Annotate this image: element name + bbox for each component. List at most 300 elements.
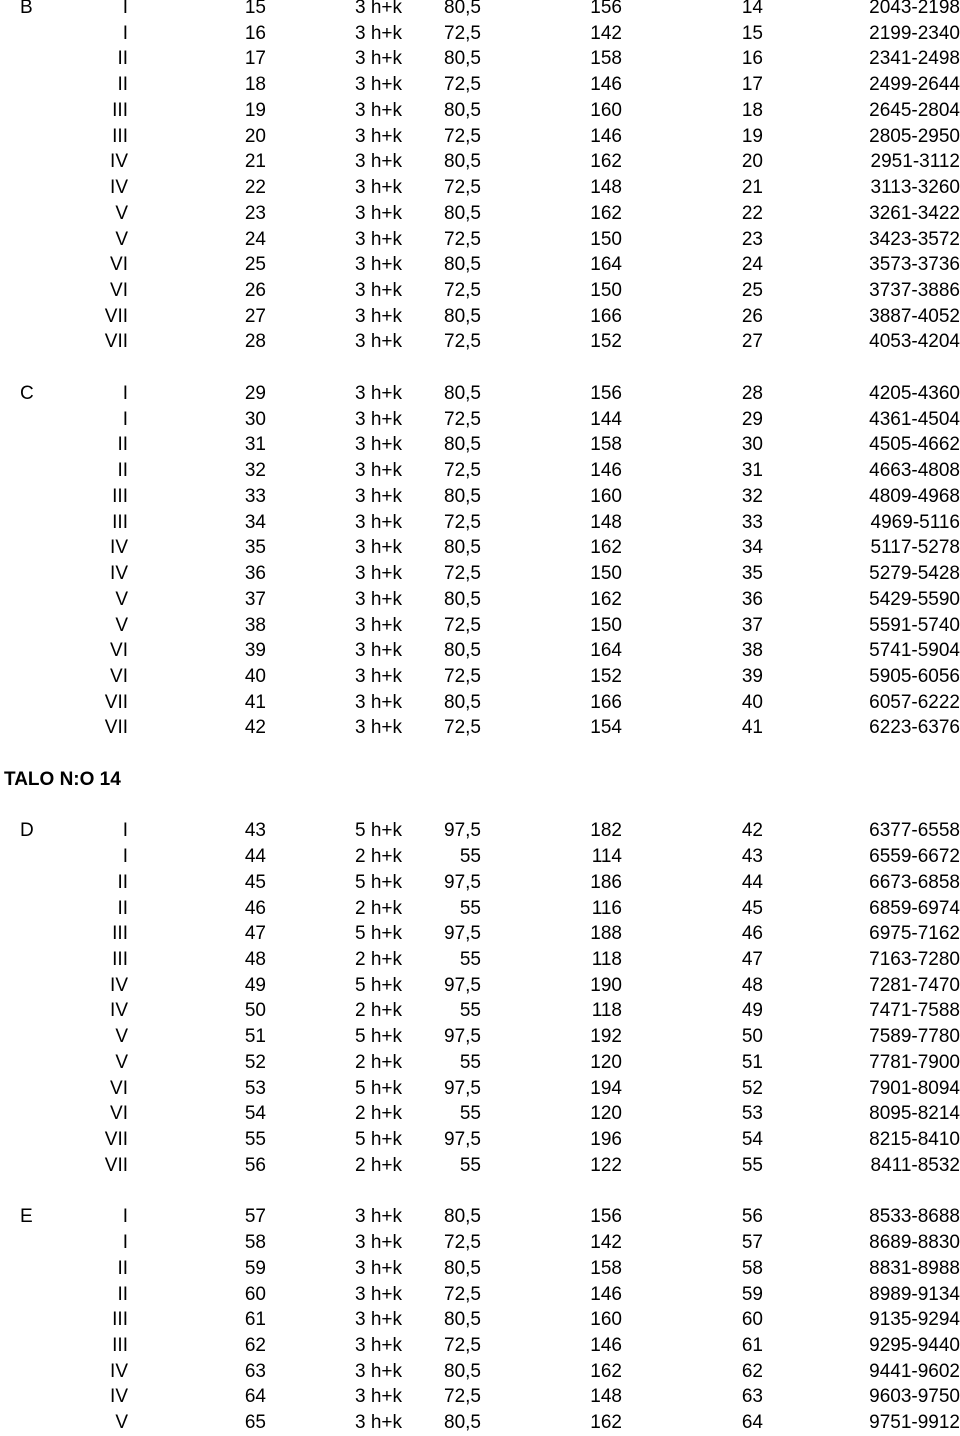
share-count-cell: 190: [590, 974, 622, 996]
area-cell: 72,5: [444, 1334, 481, 1356]
area-cell: 97,5: [444, 1077, 481, 1099]
room-type-cell: 3 h+k: [354, 717, 402, 739]
floor-cell: VI: [110, 665, 128, 687]
staircase-letter: D: [20, 820, 34, 842]
room-type-cell: 3 h+k: [354, 588, 402, 610]
floor-cell: I: [122, 1232, 128, 1254]
floor-cell: VII: [104, 717, 128, 739]
sequence-number-cell: 21: [741, 177, 763, 199]
area-cell: 72,5: [444, 460, 481, 482]
share-count-cell: 116: [591, 897, 622, 919]
floor-cell: II: [117, 460, 128, 482]
sequence-number-cell: 23: [741, 228, 763, 250]
sequence-number-cell: 49: [741, 1000, 763, 1022]
share-range-cell: 9135-9294: [869, 1309, 960, 1331]
apartment-number-cell: 62: [244, 1334, 266, 1356]
table-row: [0, 278, 960, 304]
share-count-cell: 114: [591, 846, 622, 868]
sequence-number-cell: 26: [741, 305, 763, 327]
area-cell: 80,5: [444, 485, 481, 507]
sequence-number-cell: 55: [741, 1154, 763, 1176]
sequence-number-cell: 44: [741, 871, 763, 893]
room-type-cell: 5 h+k: [354, 1129, 402, 1151]
room-type-cell: 3 h+k: [354, 665, 402, 687]
share-count-cell: 196: [590, 1129, 622, 1151]
share-count-cell: 160: [590, 99, 622, 121]
sequence-number-cell: 50: [741, 1026, 763, 1048]
room-type-cell: 3 h+k: [354, 1360, 402, 1382]
sequence-number-cell: 48: [741, 974, 763, 996]
sequence-number-cell: 61: [741, 1334, 763, 1356]
table-row: [0, 998, 960, 1024]
share-range-cell: 2341-2498: [869, 48, 960, 70]
room-type-cell: 3 h+k: [354, 74, 402, 96]
sequence-number-cell: 36: [741, 588, 763, 610]
share-count-cell: 122: [590, 1154, 622, 1176]
apartment-number-cell: 65: [244, 1412, 266, 1434]
sequence-number-cell: 53: [741, 1103, 763, 1125]
sequence-number-cell: 38: [741, 640, 763, 662]
floor-cell: I: [122, 0, 128, 18]
share-range-cell: 6559-6672: [869, 846, 960, 868]
table-row: [0, 715, 960, 741]
table-row: [0, 407, 960, 433]
room-type-cell: 3 h+k: [354, 22, 402, 44]
sequence-number-cell: 57: [741, 1232, 763, 1254]
share-range-cell: 6975-7162: [869, 923, 960, 945]
area-cell: 80,5: [444, 1412, 481, 1434]
area-cell: 80,5: [444, 382, 481, 404]
floor-cell: V: [115, 202, 128, 224]
table-row: [0, 432, 960, 458]
table-row: [0, 458, 960, 484]
sequence-number-cell: 19: [741, 125, 763, 147]
apartment-number-cell: 15: [244, 0, 266, 18]
sequence-number-cell: 46: [741, 923, 763, 945]
share-count-cell: 148: [590, 511, 622, 533]
apartment-number-cell: 48: [244, 949, 266, 970]
room-type-cell: 2 h+k: [354, 846, 402, 868]
room-type-cell: 3 h+k: [354, 1386, 402, 1408]
share-count-cell: 166: [590, 305, 622, 327]
floor-cell: VI: [110, 1103, 128, 1125]
floor-cell: VII: [104, 1154, 128, 1176]
room-type-cell: 3 h+k: [354, 1334, 402, 1356]
apartment-number-cell: 16: [244, 22, 266, 44]
sequence-number-cell: 52: [741, 1077, 763, 1099]
floor-cell: VI: [110, 254, 128, 276]
area-cell: 97,5: [444, 1129, 481, 1151]
table-row: [0, 535, 960, 561]
sequence-number-cell: 22: [741, 202, 763, 224]
area-cell: 72,5: [444, 665, 481, 687]
sequence-number-cell: 39: [741, 665, 763, 687]
area-cell: 80,5: [444, 99, 481, 121]
sequence-number-cell: 14: [741, 0, 763, 18]
table-row: [0, 175, 960, 201]
room-type-cell: 3 h+k: [354, 280, 402, 302]
apartment-number-cell: 24: [244, 228, 266, 250]
area-cell: 80,5: [444, 1206, 481, 1228]
apartment-number-cell: 30: [244, 408, 266, 430]
sequence-number-cell: 35: [741, 563, 763, 585]
share-range-cell: 7901-8094: [869, 1077, 960, 1099]
floor-cell: IV: [110, 177, 128, 199]
area-cell: 72,5: [444, 511, 481, 533]
share-count-cell: 160: [590, 485, 622, 507]
table-row: [0, 1384, 960, 1410]
share-count-cell: 162: [590, 151, 622, 173]
room-type-cell: 3 h+k: [354, 434, 402, 456]
area-cell: 72,5: [444, 614, 481, 636]
apartment-number-cell: 54: [244, 1103, 266, 1125]
share-range-cell: 4809-4968: [869, 485, 960, 507]
share-count-cell: 158: [590, 1257, 622, 1279]
area-cell: 80,5: [444, 691, 481, 713]
area-cell: 80,5: [444, 254, 481, 276]
floor-cell: V: [115, 614, 128, 636]
share-range-cell: 8095-8214: [869, 1103, 960, 1125]
share-range-cell: 7281-7470: [869, 974, 960, 996]
room-type-cell: 3 h+k: [354, 563, 402, 585]
room-type-cell: 3 h+k: [354, 460, 402, 482]
room-type-cell: 3 h+k: [354, 1232, 402, 1254]
table-row: [0, 844, 960, 870]
share-count-cell: 156: [590, 1206, 622, 1228]
apartment-number-cell: 47: [244, 923, 266, 945]
floor-cell: I: [122, 22, 128, 44]
floor-cell: II: [117, 48, 128, 70]
table-row: [0, 561, 960, 587]
apartment-number-cell: 43: [244, 820, 266, 842]
floor-cell: IV: [110, 1360, 128, 1382]
apartment-number-cell: 61: [244, 1309, 266, 1331]
share-range-cell: 9295-9440: [869, 1334, 960, 1356]
area-cell: 97,5: [444, 1026, 481, 1048]
share-count-cell: 148: [590, 177, 622, 199]
table-row: [0, 1333, 960, 1359]
sequence-number-cell: 56: [741, 1206, 763, 1228]
area-cell: 80,5: [444, 151, 481, 173]
share-count-cell: 164: [590, 640, 622, 662]
sequence-number-cell: 28: [741, 382, 763, 404]
table-row: [0, 0, 960, 21]
table-row: [0, 896, 960, 922]
floor-cell: V: [115, 1051, 128, 1073]
apartment-number-cell: 19: [244, 99, 266, 121]
floor-cell: IV: [110, 563, 128, 585]
sequence-number-cell: 31: [741, 460, 763, 482]
area-cell: 80,5: [444, 48, 481, 70]
area-cell: 97,5: [444, 871, 481, 893]
floor-cell: III: [112, 99, 128, 121]
share-count-cell: 156: [590, 0, 622, 18]
area-cell: 80,5: [444, 588, 481, 610]
apartment-number-cell: 45: [244, 871, 266, 893]
area-cell: 72,5: [444, 408, 481, 430]
share-count-cell: 164: [590, 254, 622, 276]
apartment-number-cell: 39: [244, 640, 266, 662]
table-row: [0, 1307, 960, 1333]
share-range-cell: 6673-6858: [869, 871, 960, 893]
apartment-number-cell: 33: [244, 485, 266, 507]
sequence-number-cell: 24: [741, 254, 763, 276]
floor-cell: IV: [110, 537, 128, 559]
sequence-number-cell: 43: [741, 846, 763, 868]
apartment-number-cell: 37: [244, 588, 266, 610]
area-cell: 72,5: [444, 1283, 481, 1305]
table-row: [0, 484, 960, 510]
share-range-cell: 8411-8532: [870, 1154, 960, 1176]
table-row: [0, 1204, 960, 1230]
share-count-cell: 162: [590, 202, 622, 224]
area-cell: 80,5: [444, 202, 481, 224]
area-cell: 80,5: [444, 0, 481, 18]
floor-cell: I: [122, 382, 128, 404]
apartment-number-cell: 17: [244, 48, 266, 70]
apartment-number-cell: 23: [244, 202, 266, 224]
sequence-number-cell: 62: [741, 1360, 763, 1382]
share-range-cell: 6859-6974: [869, 897, 960, 919]
apartment-number-cell: 31: [244, 434, 266, 456]
apartment-number-cell: 53: [244, 1077, 266, 1099]
apartment-number-cell: 49: [244, 974, 266, 996]
share-count-cell: 146: [590, 74, 622, 96]
apartment-number-cell: 21: [244, 151, 266, 173]
room-type-cell: 3 h+k: [354, 254, 402, 276]
sequence-number-cell: 29: [741, 408, 763, 430]
room-type-cell: 5 h+k: [354, 1026, 402, 1048]
share-range-cell: 5279-5428: [869, 563, 960, 585]
share-count-cell: 150: [590, 280, 622, 302]
floor-cell: VI: [110, 640, 128, 662]
share-range-cell: 2199-2340: [869, 22, 960, 44]
sequence-number-cell: 32: [741, 485, 763, 507]
table-row: [0, 510, 960, 536]
share-range-cell: 6223-6376: [869, 717, 960, 739]
area-cell: 55: [459, 1103, 481, 1125]
table-row: [0, 329, 960, 355]
sequence-number-cell: 41: [741, 717, 763, 739]
sequence-number-cell: 58: [741, 1257, 763, 1279]
share-count-cell: 192: [590, 1026, 622, 1048]
share-count-cell: 182: [590, 820, 622, 842]
sequence-number-cell: 18: [741, 99, 763, 121]
table-row: [0, 1050, 960, 1076]
table-row: [0, 690, 960, 716]
sequence-number-cell: 25: [741, 280, 763, 302]
sequence-number-cell: 64: [741, 1412, 763, 1434]
floor-cell: IV: [110, 1386, 128, 1408]
share-range-cell: 4053-4204: [869, 331, 960, 353]
share-count-cell: 146: [590, 1283, 622, 1305]
floor-cell: IV: [110, 974, 128, 996]
share-count-cell: 158: [590, 48, 622, 70]
sequence-number-cell: 17: [741, 74, 763, 96]
floor-cell: III: [112, 923, 128, 945]
sequence-number-cell: 20: [741, 151, 763, 173]
floor-cell: I: [122, 408, 128, 430]
apartment-number-cell: 57: [244, 1206, 266, 1228]
floor-cell: IV: [110, 151, 128, 173]
sequence-number-cell: 30: [741, 434, 763, 456]
table-row: [0, 1282, 960, 1308]
area-cell: 55: [459, 949, 481, 970]
house-heading: TALO N:O 14: [4, 768, 121, 790]
share-count-cell: 186: [590, 871, 622, 893]
sequence-number-cell: 47: [741, 949, 763, 970]
share-range-cell: 3261-3422: [869, 202, 960, 224]
floor-cell: III: [112, 1309, 128, 1331]
room-type-cell: 5 h+k: [354, 1077, 402, 1099]
apartment-number-cell: 64: [244, 1386, 266, 1408]
area-cell: 55: [459, 1000, 481, 1022]
floor-cell: II: [117, 434, 128, 456]
room-type-cell: 5 h+k: [354, 974, 402, 996]
share-range-cell: 6377-6558: [869, 820, 960, 842]
table-row: [0, 638, 960, 664]
area-cell: 55: [459, 846, 481, 868]
table-row: [0, 921, 960, 947]
share-range-cell: 7781-7900: [869, 1051, 960, 1073]
room-type-cell: 3 h+k: [354, 202, 402, 224]
apartment-number-cell: 22: [244, 177, 266, 199]
share-range-cell: 2805-2950: [869, 125, 960, 147]
table-row: [0, 252, 960, 278]
share-range-cell: 5741-5904: [869, 640, 960, 662]
room-type-cell: 3 h+k: [354, 177, 402, 199]
room-type-cell: 3 h+k: [354, 125, 402, 147]
share-count-cell: 166: [590, 691, 622, 713]
sequence-number-cell: 37: [741, 614, 763, 636]
room-type-cell: 3 h+k: [354, 511, 402, 533]
area-cell: 72,5: [444, 563, 481, 585]
room-type-cell: 3 h+k: [354, 1412, 402, 1434]
share-range-cell: 3887-4052: [869, 305, 960, 327]
room-type-cell: 3 h+k: [354, 1283, 402, 1305]
room-type-cell: 3 h+k: [354, 228, 402, 250]
floor-cell: VI: [110, 280, 128, 302]
table-row: [0, 124, 960, 150]
sequence-number-cell: 34: [741, 537, 763, 559]
apartment-number-cell: 50: [244, 1000, 266, 1022]
room-type-cell: 2 h+k: [354, 1154, 402, 1176]
share-count-cell: 154: [590, 717, 622, 739]
share-count-cell: 118: [591, 949, 622, 970]
room-type-cell: 5 h+k: [354, 923, 402, 945]
share-range-cell: 2499-2644: [869, 74, 960, 96]
table-row: [0, 381, 960, 407]
room-type-cell: 3 h+k: [354, 382, 402, 404]
table-row: [0, 149, 960, 175]
share-range-cell: 2951-3112: [870, 151, 960, 173]
area-cell: 80,5: [444, 434, 481, 456]
share-range-cell: 8989-9134: [869, 1283, 960, 1305]
share-count-cell: 152: [590, 331, 622, 353]
apartment-number-cell: 29: [244, 382, 266, 404]
area-cell: 72,5: [444, 331, 481, 353]
share-range-cell: 9441-9602: [869, 1360, 960, 1382]
table-row: [0, 613, 960, 639]
share-range-cell: 7163-7280: [869, 949, 960, 970]
area-cell: 72,5: [444, 228, 481, 250]
area-cell: 72,5: [444, 1232, 481, 1254]
share-range-cell: 2645-2804: [869, 99, 960, 121]
share-count-cell: 118: [591, 1000, 622, 1022]
apartment-number-cell: 40: [244, 665, 266, 687]
apartment-number-cell: 56: [244, 1154, 266, 1176]
apartment-number-cell: 28: [244, 331, 266, 353]
apartment-number-cell: 63: [244, 1360, 266, 1382]
area-cell: 72,5: [444, 280, 481, 302]
apartment-number-cell: 58: [244, 1232, 266, 1254]
floor-cell: V: [115, 228, 128, 250]
share-range-cell: 8215-8410: [869, 1129, 960, 1151]
floor-cell: II: [117, 1257, 128, 1279]
table-row: [0, 1101, 960, 1127]
room-type-cell: 2 h+k: [354, 1000, 402, 1022]
table-row: [0, 46, 960, 72]
area-cell: 97,5: [444, 923, 481, 945]
sequence-number-cell: 16: [741, 48, 763, 70]
floor-cell: VI: [110, 1077, 128, 1099]
apartment-number-cell: 18: [244, 74, 266, 96]
share-count-cell: 188: [590, 923, 622, 945]
share-range-cell: 5591-5740: [869, 614, 960, 636]
share-range-cell: 4361-4504: [869, 408, 960, 430]
share-count-cell: 150: [590, 228, 622, 250]
apartment-number-cell: 59: [244, 1257, 266, 1279]
area-cell: 80,5: [444, 537, 481, 559]
apartment-number-cell: 55: [244, 1129, 266, 1151]
floor-cell: I: [122, 1206, 128, 1228]
sequence-number-cell: 60: [741, 1309, 763, 1331]
share-count-cell: 162: [590, 1360, 622, 1382]
apartment-number-cell: 27: [244, 305, 266, 327]
floor-cell: V: [115, 588, 128, 610]
share-count-cell: 120: [590, 1051, 622, 1073]
share-count-cell: 146: [590, 460, 622, 482]
room-type-cell: 3 h+k: [354, 1257, 402, 1279]
table-row: [0, 1024, 960, 1050]
staircase-letter: B: [20, 0, 33, 18]
apartment-number-cell: 36: [244, 563, 266, 585]
area-cell: 72,5: [444, 22, 481, 44]
share-count-cell: 162: [590, 537, 622, 559]
share-range-cell: 9751-9912: [869, 1412, 960, 1434]
share-count-cell: 194: [590, 1077, 622, 1099]
floor-cell: II: [117, 897, 128, 919]
share-count-cell: 120: [590, 1103, 622, 1125]
floor-cell: I: [122, 820, 128, 842]
table-row: [0, 870, 960, 896]
room-type-cell: 3 h+k: [354, 614, 402, 636]
share-count-cell: 160: [590, 1309, 622, 1331]
share-count-cell: 162: [590, 1412, 622, 1434]
share-range-cell: 8533-8688: [869, 1206, 960, 1228]
area-cell: 97,5: [444, 820, 481, 842]
room-type-cell: 3 h+k: [354, 1206, 402, 1228]
room-type-cell: 3 h+k: [354, 48, 402, 70]
share-range-cell: 4663-4808: [869, 460, 960, 482]
share-range-cell: 8831-8988: [869, 1257, 960, 1279]
sequence-number-cell: 40: [741, 691, 763, 713]
share-count-cell: 142: [590, 1232, 622, 1254]
share-range-cell: 9603-9750: [869, 1386, 960, 1408]
floor-cell: IV: [110, 1000, 128, 1022]
sequence-number-cell: 63: [741, 1386, 763, 1408]
table-row: [0, 1127, 960, 1153]
